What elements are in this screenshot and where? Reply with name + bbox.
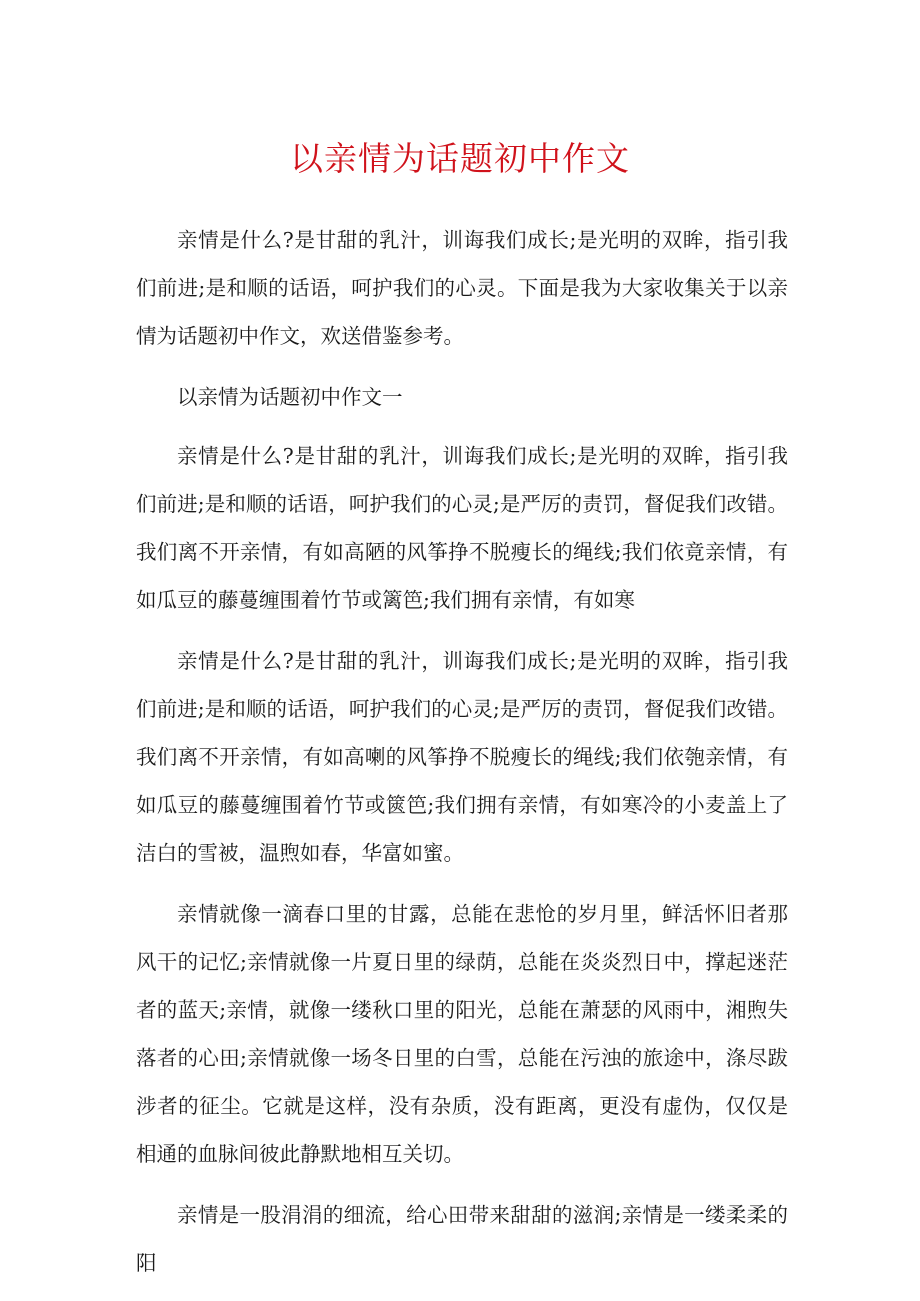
document-title: 以亲情为话题初中作文 xyxy=(290,139,630,178)
body-paragraph: 亲情是什么?是甘甜的乳汁，训诲我们成长;是光明的双眸，指引我们前进;是和顺的话语，呵护我们的心灵;是严厉的责罚，督促我们改错。我们离不开亲情，有如高喇的风筝挣不脱瘦长的绳线;我们依匏亲情，有如瓜豆的藤蔓缠围着竹节或篋笆;我们拥有亲情，有如寒冷的小麦盖上了洁白的雪被，温煦如春，华富如蜜。 xyxy=(136,649,788,865)
intro-paragraph: 亲情是什么?是甘甜的乳汁，训诲我们成长;是光明的双眸，指引我们前进;是和顺的话语，呵护我们的心灵。下面是我为大家收集关于以亲情为话题初中作文，欢送借鉴参考。 xyxy=(136,228,788,348)
body-paragraph: 亲情是什么?是甘甜的乳汁，训诲我们成长;是光明的双眸，指引我们前进;是和顺的话语，呵护我们的心灵;是严厉的责罚，督促我们改错。我们离不开亲情，有如高陋的风筝挣不脱瘦长的绳线;我们依竟亲情，有如瓜豆的藤蔓缠围着竹节或篱笆;我们拥有亲情，有如寒 xyxy=(136,444,788,612)
document-body xyxy=(136,216,788,1300)
body-paragraph: 亲情是一股涓涓的细流，给心田带来甜甜的滋润;亲情是一缕柔柔的阳 xyxy=(136,1203,788,1275)
section-heading: 以亲情为话题初中作文一 xyxy=(177,385,403,409)
body-paragraph: 亲情就像一滴春口里的甘露，总能在悲怆的岁月里，鲜活怀旧者那风干的记忆;亲情就像一片夏日里的绿荫，总能在炎炎烈日中，撑起迷茫者的蓝天;亲情，就像一缕秋口里的阳光，总能在萧瑟的风雨中，湘煦失落者的心田;亲情就像一场冬日里的白雪，总能在污浊的旅途中，涤尽跋涉者的征尘。它就是这样，没有杂质，没有距离，更没有虚伪，仅仅是相通的血脉间彼此静默地相互关切。 xyxy=(136,902,788,1166)
